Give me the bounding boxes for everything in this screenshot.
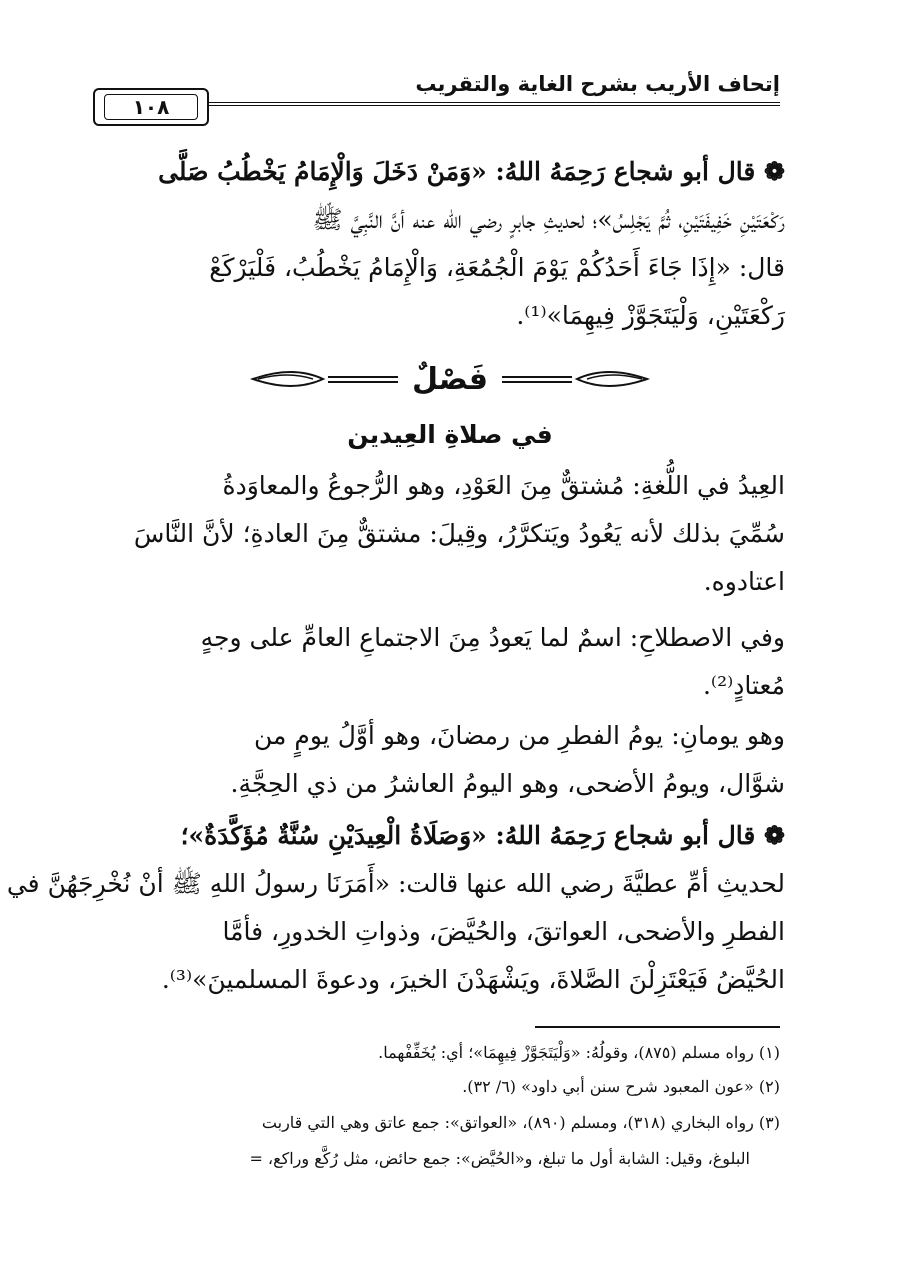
text-line: الحُيَّضُ فَيَعْتَزِلْنَ الصَّلاةَ، ويَشْهَدْنَ الخيرَ، ودعوةَ المسلمينَ»⁽³⁾. [161,965,785,994]
text-line: لحديثِ أمِّ عطيَّةَ رضي الله عنها قالت: «أَمَرَنَا رسولُ اللهِ ﷺ أنْ نُخْرِجَهُنَّ في [6,869,785,898]
footnote-1: (١) رواه مسلم (٨٧٥)، وقولُهُ: «وَلْيَتَجَوَّزْ فِيهِمَا»؛ أي: يُخَفِّفْهما. [378,1043,780,1062]
text-line: رَكْعَتَيْنِ، وَلْيَتَجَوَّزْ فِيهِمَا»⁽¹⁾. [516,301,785,330]
paragraph-1 [120,148,785,340]
text-line: قال: «إِذَا جَاءَ أَحَدُكُمْ يَوْمَ الْجُمُعَةِ، وَالْإِمَامُ يَخْطُبُ، فَلْيَرْكَعْ [209,253,785,282]
text-line: رَكْعَتَيْنِ خَفِيفَتَيْنِ، ثُمَّ يَجْلِسُ»؛ لحديثِ جابرٍ رضي الله عنه أنَّ النَّبِيَّ ﷺ [312,205,785,234]
paragraph-3 [120,614,785,710]
paragraph-5 [6,812,785,1004]
text-line: اعتادوه. [703,567,785,596]
text-line: مُعتادٍ⁽²⁾. [702,671,785,700]
paragraph-2 [120,462,785,606]
text-line: ❁ قال أبو شجاع رَحِمَهُ اللهُ: «وَصَلَاةُ الْعِيدَيْنِ سُنَّةٌ مُؤَكَّدَةٌ»؛ [180,821,785,850]
text-line: وفي الاصطلاحِ: اسمٌ لما يَعودُ مِنَ الاجتماعِ العامِّ على وجهٍ [200,623,785,652]
header-rule [120,102,780,106]
footnote-3: (٣) رواه البخاري (٣١٨)، ومسلم (٨٩٠)، «العواتق»: جمع عاتق وهي التي قاربت [261,1113,780,1132]
ornament-right-icon [248,367,398,391]
text-line: العِيدُ في اللُّغةِ: مُشتقٌّ مِنَ العَوْدِ، وهو الرُّجوعُ والمعاوَدةُ [222,471,785,500]
section-divider [250,362,650,396]
section-title: في صلاةِ العِيدين [347,420,553,449]
paragraph-4 [120,712,785,808]
text-line: شوَّال، ويومُ الأضحى، وهو اليومُ العاشرُ من ذي الحِجَّةِ. [230,769,785,798]
section-label: فَصْلٌ [412,361,488,397]
footnote-2: (٢) «عون المعبود شرح سنن أبي داود» (٦/ ٣٢). [462,1077,780,1096]
footnote-separator [535,1026,780,1028]
footnote-3-continued: البلوغ، وقيل: الشابة أول ما تبلغ، و«الحُيَّض»: جمع حائض، مثل رُكَّع وراكع، = [249,1149,750,1168]
page-number-frame [93,88,209,126]
text-line: وهو يومانِ: يومُ الفطرِ من رمضانَ، وهو أوَّلُ يومٍ من [254,721,785,750]
text-line: ❁ قال أبو شجاع رَحِمَهُ اللهُ: «وَمَنْ دَخَلَ وَالْإِمَامُ يَخْطُبُ صَلَّى [158,157,785,186]
text-line: سُمِّيَ بذلك لأنه يَعُودُ ويَتكرَّرُ، وقِيلَ: مشتقٌّ مِنَ العادةِ؛ لأنَّ النَّاسَ [133,519,785,548]
running-title: إتحاف الأريب بشرح الغاية والتقريب [415,72,780,96]
page-number: ١٠٨ [104,94,198,120]
ornament-left-icon [502,367,652,391]
text-line: الفطرِ والأضحى، العواتقَ، والحُيَّضَ، وذواتِ الخدورِ، فأمَّا [222,917,785,946]
